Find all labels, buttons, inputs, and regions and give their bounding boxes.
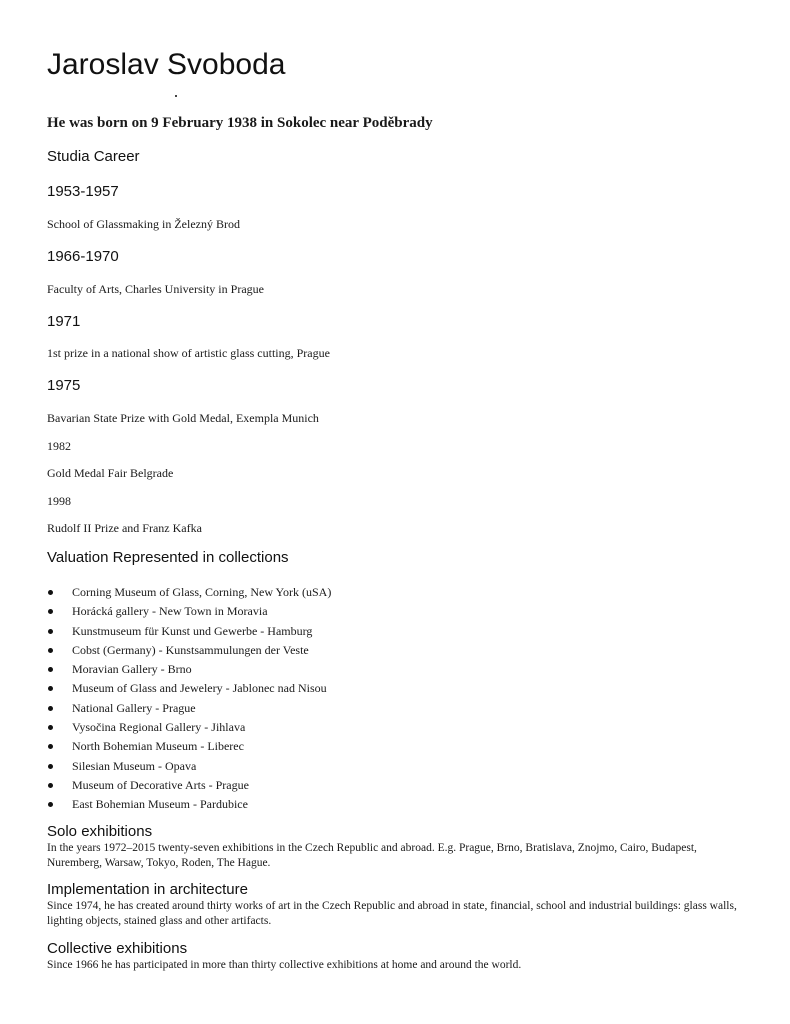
career-year: 1975 bbox=[47, 377, 81, 394]
career-year: 1966-1970 bbox=[47, 248, 119, 265]
solo-exhibitions-text: In the years 1972–2015 twenty-seven exhibitions in the Czech Republic and abroad. E.g. Prague, Brno, Bratislava, Znojmo, Cairo, Budapest, Nuremberg, Warsaw, Tokyo, Roden, The Hague. bbox=[47, 842, 697, 869]
collection-item bbox=[47, 622, 331, 641]
career-text: Faculty of Arts, Charles University in Prague bbox=[47, 282, 264, 296]
collection-name: East Bohemian Museum - Pardubice bbox=[72, 797, 248, 812]
bullet-icon bbox=[48, 609, 53, 614]
bullet-icon bbox=[48, 764, 53, 769]
architecture-text: Since 1974, he has created around thirty works of art in the Czech Republic and abroad in state, financial, school and industrial buildings: glass walls, lighting objects, stained glass and other artifacts. bbox=[47, 900, 737, 927]
collection-item bbox=[47, 699, 331, 718]
career-text: Gold Medal Fair Belgrade bbox=[47, 466, 174, 480]
career-text: School of Glassmaking in Železný Brod bbox=[47, 217, 240, 231]
collection-item bbox=[47, 583, 331, 602]
collection-name: Cobst (Germany) - Kunstsammulungen der Veste bbox=[72, 642, 309, 657]
bullet-icon bbox=[48, 629, 53, 634]
collection-name: Museum of Decorative Arts - Prague bbox=[72, 777, 249, 792]
collection-name: National Gallery - Prague bbox=[72, 700, 196, 715]
collection-name: Museum of Glass and Jewelery - Jablonec nad Nisou bbox=[72, 681, 327, 696]
collection-item bbox=[47, 602, 331, 621]
bullet-icon bbox=[48, 725, 53, 730]
career-year: 1998 bbox=[47, 494, 71, 508]
career-text: Bavarian State Prize with Gold Medal, Exempla Munich bbox=[47, 411, 319, 425]
birth-statement: He was born on 9 February 1938 in Sokolec near Poděbrady bbox=[47, 115, 433, 131]
collection-name: Kunstmuseum für Kunst und Gewerbe - Hamburg bbox=[72, 623, 313, 638]
collective-exhibitions-text: Since 1966 he has participated in more than thirty collective exhibitions at home and around the world. bbox=[47, 959, 522, 971]
bullet-icon bbox=[48, 648, 53, 653]
architecture-heading: Implementation in architecture bbox=[47, 881, 248, 898]
scan-speck bbox=[175, 95, 177, 97]
career-year: 1953-1957 bbox=[47, 183, 119, 200]
collection-item bbox=[47, 757, 331, 776]
bullet-icon bbox=[48, 706, 53, 711]
collection-item bbox=[47, 641, 331, 660]
collection-item bbox=[47, 737, 331, 756]
collection-name: Silesian Museum - Opava bbox=[72, 758, 197, 773]
career-year: 1982 bbox=[47, 439, 71, 453]
collection-item bbox=[47, 776, 331, 795]
collection-name: Moravian Gallery - Brno bbox=[72, 662, 192, 677]
collection-item bbox=[47, 718, 331, 737]
bullet-icon bbox=[48, 744, 53, 749]
collection-name: Horácká gallery - New Town in Moravia bbox=[72, 604, 268, 619]
collection-item bbox=[47, 795, 331, 814]
career-text: 1st prize in a national show of artistic glass cutting, Prague bbox=[47, 346, 330, 360]
career-year: 1971 bbox=[47, 313, 81, 330]
bullet-icon bbox=[48, 783, 53, 788]
bullet-icon bbox=[48, 802, 53, 807]
collections-heading: Valuation Represented in collections bbox=[47, 549, 289, 566]
collections-list bbox=[47, 583, 331, 815]
bullet-icon bbox=[48, 590, 53, 595]
collection-name: Vysočina Regional Gallery - Jihlava bbox=[72, 720, 246, 735]
collection-item bbox=[47, 679, 331, 698]
collection-name: North Bohemian Museum - Liberec bbox=[72, 739, 244, 754]
page-title: Jaroslav Svoboda bbox=[47, 48, 286, 81]
bullet-icon bbox=[48, 667, 53, 672]
collection-item bbox=[47, 660, 331, 679]
collective-exhibitions-heading: Collective exhibitions bbox=[47, 940, 188, 957]
studia-career-heading: Studia Career bbox=[47, 148, 140, 165]
collection-name: Corning Museum of Glass, Corning, New York (uSA) bbox=[72, 585, 332, 599]
solo-exhibitions-heading: Solo exhibitions bbox=[47, 823, 153, 840]
career-text: Rudolf II Prize and Franz Kafka bbox=[47, 521, 202, 535]
bullet-icon bbox=[48, 686, 53, 691]
